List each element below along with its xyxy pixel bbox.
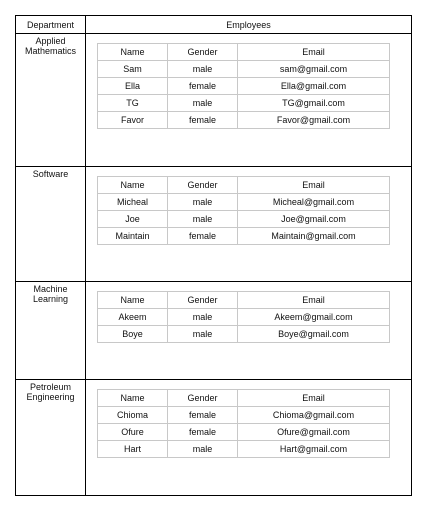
employees-cell bbox=[86, 380, 412, 496]
employee-email: Joe@gmail.com bbox=[238, 211, 390, 228]
table-row bbox=[98, 95, 390, 112]
employee-email: Ella@gmail.com bbox=[238, 78, 390, 95]
employee-name: Joe bbox=[98, 211, 168, 228]
employee-email: Chioma@gmail.com bbox=[238, 407, 390, 424]
employee-table-header-row bbox=[98, 44, 390, 61]
department-cell bbox=[16, 167, 86, 282]
gender-column-header: Gender bbox=[168, 292, 238, 309]
employee-email: Favor@gmail.com bbox=[238, 112, 390, 129]
employee-gender: male bbox=[168, 211, 238, 228]
employee-gender: female bbox=[168, 407, 238, 424]
table-row bbox=[98, 228, 390, 245]
employee-gender: female bbox=[168, 112, 238, 129]
table-row bbox=[98, 309, 390, 326]
department-name: Machine Learning bbox=[32, 284, 69, 304]
table-row bbox=[98, 407, 390, 424]
employee-name: Sam bbox=[98, 61, 168, 78]
employee-table-header-row bbox=[98, 177, 390, 194]
employees-column-header: Employees bbox=[86, 16, 412, 34]
table-row bbox=[98, 61, 390, 78]
gender-column-header: Gender bbox=[168, 44, 238, 61]
name-column-header: Name bbox=[98, 390, 168, 407]
employee-name: Chioma bbox=[98, 407, 168, 424]
employee-name: Ofure bbox=[98, 424, 168, 441]
employee-gender: female bbox=[168, 228, 238, 245]
employees-cell bbox=[86, 282, 412, 380]
department-name: Software bbox=[32, 169, 69, 179]
employee-name: Micheal bbox=[98, 194, 168, 211]
employee-gender: male bbox=[168, 326, 238, 343]
employee-table-header-row bbox=[98, 390, 390, 407]
employee-email: sam@gmail.com bbox=[238, 61, 390, 78]
table-row bbox=[98, 112, 390, 129]
table-row bbox=[98, 441, 390, 458]
employee-gender: male bbox=[168, 95, 238, 112]
employees-cell bbox=[86, 34, 412, 167]
employee-gender: male bbox=[168, 441, 238, 458]
employee-email: TG@gmail.com bbox=[238, 95, 390, 112]
department-row bbox=[16, 380, 412, 496]
department-name: Petroleum Engineering bbox=[26, 382, 75, 402]
gender-column-header: Gender bbox=[168, 177, 238, 194]
employee-name: Hart bbox=[98, 441, 168, 458]
employee-table bbox=[97, 291, 390, 343]
employee-name: Boye bbox=[98, 326, 168, 343]
name-column-header: Name bbox=[98, 177, 168, 194]
employees-cell bbox=[86, 167, 412, 282]
email-column-header: Email bbox=[238, 292, 390, 309]
employee-gender: female bbox=[168, 78, 238, 95]
employee-email: Micheal@gmail.com bbox=[238, 194, 390, 211]
employee-table bbox=[97, 43, 390, 129]
employee-table-header-row bbox=[98, 292, 390, 309]
employee-email: Akeem@gmail.com bbox=[238, 309, 390, 326]
table-row bbox=[98, 326, 390, 343]
employee-name: Akeem bbox=[98, 309, 168, 326]
department-row bbox=[16, 167, 412, 282]
employee-gender: male bbox=[168, 194, 238, 211]
email-column-header: Email bbox=[238, 390, 390, 407]
employee-email: Boye@gmail.com bbox=[238, 326, 390, 343]
employee-name: TG bbox=[98, 95, 168, 112]
employee-name: Ella bbox=[98, 78, 168, 95]
table-row bbox=[98, 211, 390, 228]
table-row bbox=[98, 78, 390, 95]
employee-table bbox=[97, 389, 390, 458]
department-cell bbox=[16, 380, 86, 496]
employee-email: Maintain@gmail.com bbox=[238, 228, 390, 245]
employee-table bbox=[97, 176, 390, 245]
department-column-header: Department bbox=[16, 16, 86, 34]
employee-name: Maintain bbox=[98, 228, 168, 245]
department-row bbox=[16, 34, 412, 167]
name-column-header: Name bbox=[98, 44, 168, 61]
name-column-header: Name bbox=[98, 292, 168, 309]
employee-gender: male bbox=[168, 309, 238, 326]
email-column-header: Email bbox=[238, 177, 390, 194]
employee-email: Hart@gmail.com bbox=[238, 441, 390, 458]
employee-email: Ofure@gmail.com bbox=[238, 424, 390, 441]
table-row bbox=[98, 194, 390, 211]
table-row bbox=[98, 424, 390, 441]
department-table-header-row bbox=[16, 16, 412, 34]
employee-name: Favor bbox=[98, 112, 168, 129]
email-column-header: Email bbox=[238, 44, 390, 61]
gender-column-header: Gender bbox=[168, 390, 238, 407]
employee-gender: male bbox=[168, 61, 238, 78]
employee-gender: female bbox=[168, 424, 238, 441]
department-cell bbox=[16, 282, 86, 380]
department-row bbox=[16, 282, 412, 380]
department-name: Applied Mathematics bbox=[24, 36, 77, 56]
department-cell bbox=[16, 34, 86, 167]
department-table bbox=[15, 15, 412, 496]
